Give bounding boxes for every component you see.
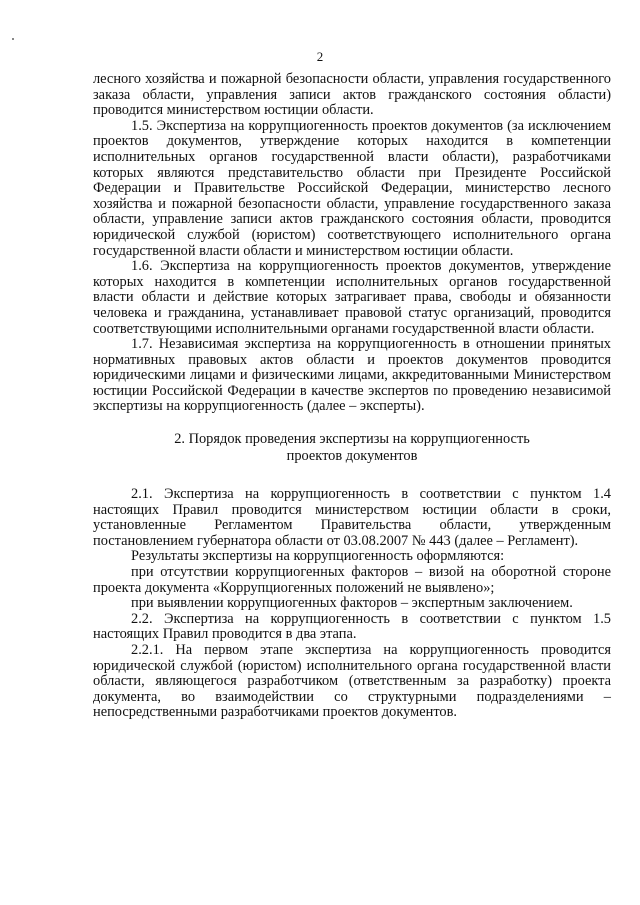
paragraph-results: Результаты экспертизы на коррупциогенность оформляются:	[131, 548, 505, 565]
paragraph-1-7: 1.7. Независимая экспертиза на коррупциогенность в отношении принятых нормативных правовых актов области и проектов документов проводится юридическими лицами и физическими лицами, аккредитованными Министерством юстиции Российской Федерации в качестве экспертов по проведению независимой экспертизы на коррупциогенность (далее – эксперты).	[93, 336, 611, 415]
paragraph-1-6: 1.6. Экспертиза на коррупциогенность проектов документов, утверждение которых находится в компетенции исполнительных органов государственной власти области и действие которых затрагивает права, свободы и обязанности человека и гражданина, устанавливает правовой статус организаций, проводится соответствующими исполнительными органами государственной власти области.	[93, 258, 611, 337]
paragraph-2-1: 2.1. Экспертиза на коррупциогенность в соответствии с пунктом 1.4 настоящих Правил проводится министерством юстиции области в сроки, установленные Регламентом Правительства области, утвержденным постановлением губернатора области от 03.08.2007 № 443 (далее – Регламент).	[93, 486, 611, 549]
paragraph-1-5: 1.5. Экспертиза на коррупциогенность проектов документов (за исключением проектов документов, утверждение которых находится в компетенции исполнительных органов государственной власти области), разработчиками которых являются представительство области при Президенте Российской Федерации и Правительстве Российской Федерации, министерство лесного хозяйства и пожарной безопасности области, управление государственного заказа области, управление записи актов гражданского состояния области, проводится юридической службой (юристом) соответствующего исполнительного органа государственной власти области и министерством юстиции области.	[93, 117, 611, 259]
paragraph-no-factors: при отсутствии коррупциогенных факторов – визой на оборотной стороне проекта документа «Коррупциогенных положений не выявлено»;	[93, 564, 611, 596]
paragraph-factors-found: при выявлении коррупциогенных факторов – экспертным заключением.	[131, 595, 573, 612]
section-heading-line-2: проектов документов	[286, 448, 418, 465]
scan-speck	[12, 38, 14, 40]
document-body	[93, 72, 611, 721]
paragraph-2-2: 2.2. Экспертиза на коррупциогенность в соответствии с пунктом 1.5 настоящих Правил проводится в два этапа.	[93, 610, 611, 643]
paragraph-continuation: лесного хозяйства и пожарной безопасности области, управления государственного заказа области, управления записи актов гражданского состояния области) проводится министерством юстиции области.	[93, 71, 611, 119]
page-number: 2	[316, 49, 324, 64]
paragraph-2-2-1: 2.2.1. На первом этапе экспертиза на коррупциогенность проводится юридической службой (юристом) исполнительного органа государственной власти области, являющегося разработчиком (ответственным за разработку) проекта документа, во взаимодействии со структурными подразделениями – непосредственными разработчиками проектов документов.	[93, 642, 611, 721]
section-heading	[93, 431, 611, 465]
section-heading-line-1: 2. Порядок проведения экспертизы на коррупциогенность	[174, 431, 530, 448]
